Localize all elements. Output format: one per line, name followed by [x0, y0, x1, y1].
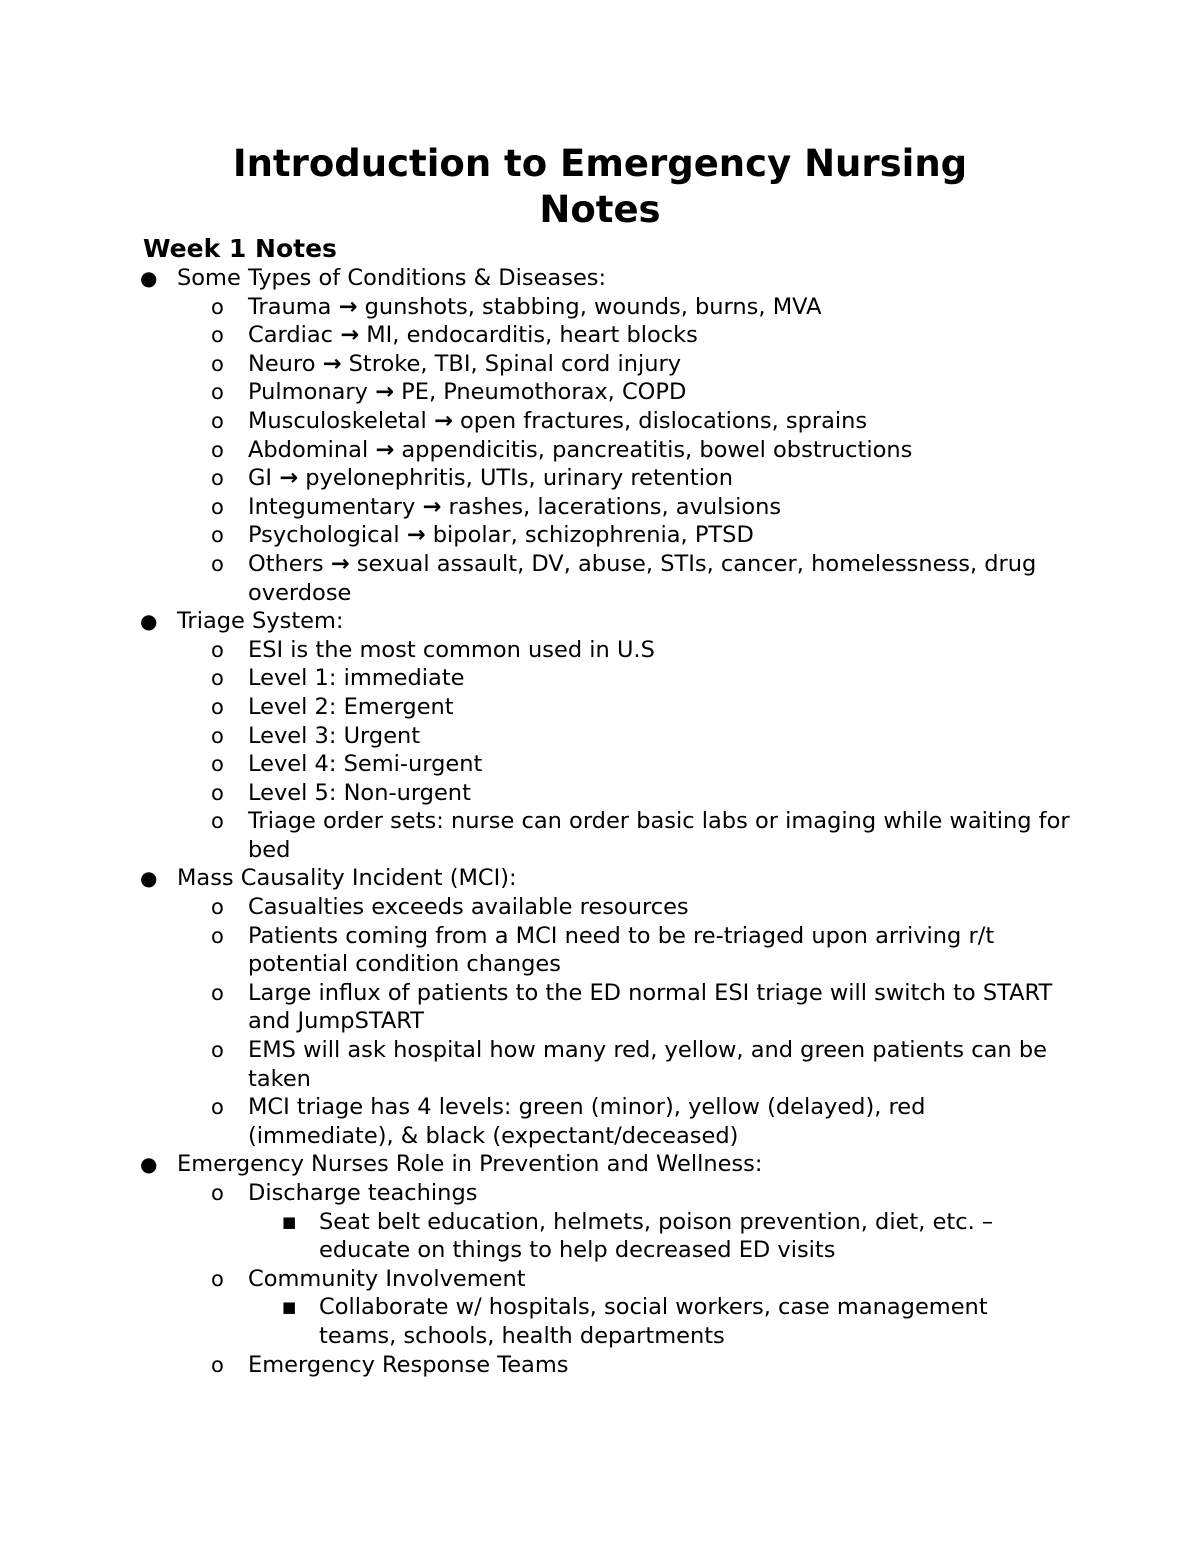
- arrow-icon: →: [375, 379, 394, 406]
- square-bullet-icon: ■: [282, 1298, 297, 1317]
- circle-bullet-icon: o: [211, 523, 224, 548]
- list-item: o Abdominal → appendicitis, pancreatitis, bowel obstructions: [211, 436, 913, 463]
- list-item: o GI → pyelonephritis, UTIs, urinary retention: [211, 465, 733, 492]
- list-item-label: Some Types of Conditions & Diseases:: [177, 265, 607, 291]
- list-item: o Large influx of patients to the ED normal ESI triage will switch to START and JumpSTART: [211, 979, 1053, 1035]
- notes-list: [0, 264, 1200, 1379]
- list-item-conditions: [0, 264, 1077, 607]
- list-item: o Neuro → Stroke, TBI, Spinal cord injury: [211, 350, 682, 377]
- arrow-icon: →: [375, 436, 395, 463]
- list-item: o EMS will ask hospital how many red, yellow, and green patients can be taken: [211, 1037, 1047, 1092]
- list-item: o Others → sexual assault, DV, abuse, STIs, cancer, homelessness, drug overdose: [211, 550, 1037, 606]
- circle-bullet-icon: o: [211, 1095, 224, 1120]
- bullet-icon: ●: [140, 266, 158, 290]
- circle-bullet-icon: o: [211, 351, 224, 376]
- document-title: [140, 141, 1060, 233]
- list-item: o Integumentary → rashes, lacerations, avulsions: [211, 493, 782, 520]
- circle-bullet-icon: o: [211, 723, 224, 748]
- circle-bullet-icon: o: [211, 551, 224, 576]
- list-item-label: Emergency Nurses Role in Prevention and Wellness:: [177, 1151, 763, 1178]
- list-item: o Trauma → gunshots, stabbing, wounds, burns, MVA: [211, 293, 822, 320]
- circle-bullet-icon: o: [211, 1352, 224, 1377]
- circle-bullet-icon: o: [211, 980, 224, 1005]
- arrow-icon: →: [322, 350, 342, 377]
- circle-bullet-icon: o: [211, 637, 224, 662]
- circle-bullet-icon: o: [211, 323, 224, 348]
- list-item: o Emergency Response Teams: [211, 1351, 569, 1378]
- list-item: o Level 2: Emergent: [211, 693, 454, 720]
- arrow-icon: →: [279, 465, 299, 492]
- list-item: o Level 4: Semi-urgent: [211, 751, 483, 778]
- list-item: o Discharge teachings ■ Seat belt education, helmets, poison prevention, diet, etc. – educate on things to help decreased ED visits: [177, 1179, 1078, 1265]
- arrow-icon: →: [406, 522, 426, 549]
- list-item: o ESI is the most common used in U.S: [211, 636, 655, 663]
- circle-bullet-icon: o: [211, 1266, 224, 1291]
- arrow-icon: →: [338, 293, 358, 320]
- circle-bullet-icon: o: [211, 294, 224, 319]
- list-item: o Community Involvement ■ Collaborate w/ hospitals, social workers, case management teams, schools, health departments: [177, 1265, 1078, 1351]
- arrow-icon: →: [422, 493, 442, 520]
- sub-list: [177, 636, 1077, 865]
- list-item: o Cardiac → MI, endocarditis, heart blocks: [211, 322, 698, 349]
- circle-bullet-icon: o: [211, 437, 224, 462]
- circle-bullet-icon: o: [211, 809, 224, 834]
- circle-bullet-icon: o: [211, 780, 224, 805]
- list-item: o Level 1: immediate: [211, 665, 465, 692]
- title-line-1: Introduction to Emergency Nursing: [232, 142, 968, 185]
- circle-bullet-icon: o: [211, 1038, 224, 1063]
- section-heading: Week 1 Notes: [143, 234, 337, 263]
- circle-bullet-icon: o: [211, 895, 224, 920]
- circle-bullet-icon: o: [211, 380, 224, 405]
- sub-sub-list: [248, 1293, 1078, 1350]
- sub-sub-list: [248, 1208, 1078, 1265]
- list-item: o Patients coming from a MCI need to be re-triaged upon arriving r/t potential condition changes: [211, 922, 995, 978]
- arrow-icon: →: [433, 407, 453, 434]
- notes-body: [0, 264, 1200, 1379]
- circle-bullet-icon: o: [211, 666, 224, 691]
- bullet-icon: ●: [140, 609, 158, 634]
- sub-list: [177, 1179, 1077, 1379]
- list-item: ■ Seat belt education, helmets, poison prevention, diet, etc. – educate on things to help decreased ED visits: [282, 1208, 994, 1264]
- list-item: o Level 5: Non-urgent: [211, 779, 471, 806]
- list-item: o Pulmonary → PE, Pneumothorax, COPD: [211, 379, 687, 406]
- circle-bullet-icon: o: [211, 466, 224, 491]
- list-item-prevention: [0, 1150, 1077, 1379]
- circle-bullet-icon: o: [211, 694, 224, 719]
- list-item: o Casualties exceeds available resources: [211, 894, 689, 921]
- arrow-icon: →: [340, 322, 360, 349]
- circle-bullet-icon: o: [211, 494, 224, 519]
- list-item: o MCI triage has 4 levels: green (minor), yellow (delayed), red (immediate), & black (expectant/deceased): [211, 1094, 926, 1149]
- list-item-label: Triage System:: [177, 608, 344, 635]
- circle-bullet-icon: o: [211, 408, 224, 433]
- square-bullet-icon: ■: [282, 1212, 297, 1231]
- title-line-2: Notes: [539, 188, 661, 231]
- list-item-triage: [0, 607, 1077, 864]
- sub-list: [177, 893, 1077, 1150]
- sub-list: [177, 293, 1077, 608]
- circle-bullet-icon: o: [211, 1181, 224, 1205]
- list-item: ■ Collaborate w/ hospitals, social workers, case management teams, schools, health departments: [282, 1294, 988, 1349]
- list-item-mci: [0, 864, 1077, 1150]
- bullet-icon: ●: [140, 866, 158, 891]
- list-item: o Psychological → bipolar, schizophrenia, PTSD: [211, 522, 754, 549]
- list-item-label: Mass Causality Incident (MCI):: [177, 865, 517, 892]
- arrow-icon: →: [330, 550, 350, 577]
- circle-bullet-icon: o: [211, 752, 224, 777]
- circle-bullet-icon: o: [211, 923, 224, 948]
- bullet-icon: ●: [140, 1152, 158, 1177]
- list-item: o Level 3: Urgent: [211, 722, 421, 749]
- list-item: o Triage order sets: nurse can order basic labs or imaging while waiting for bed: [211, 808, 1070, 863]
- list-item: o Musculoskeletal → open fractures, dislocations, sprains: [211, 407, 868, 434]
